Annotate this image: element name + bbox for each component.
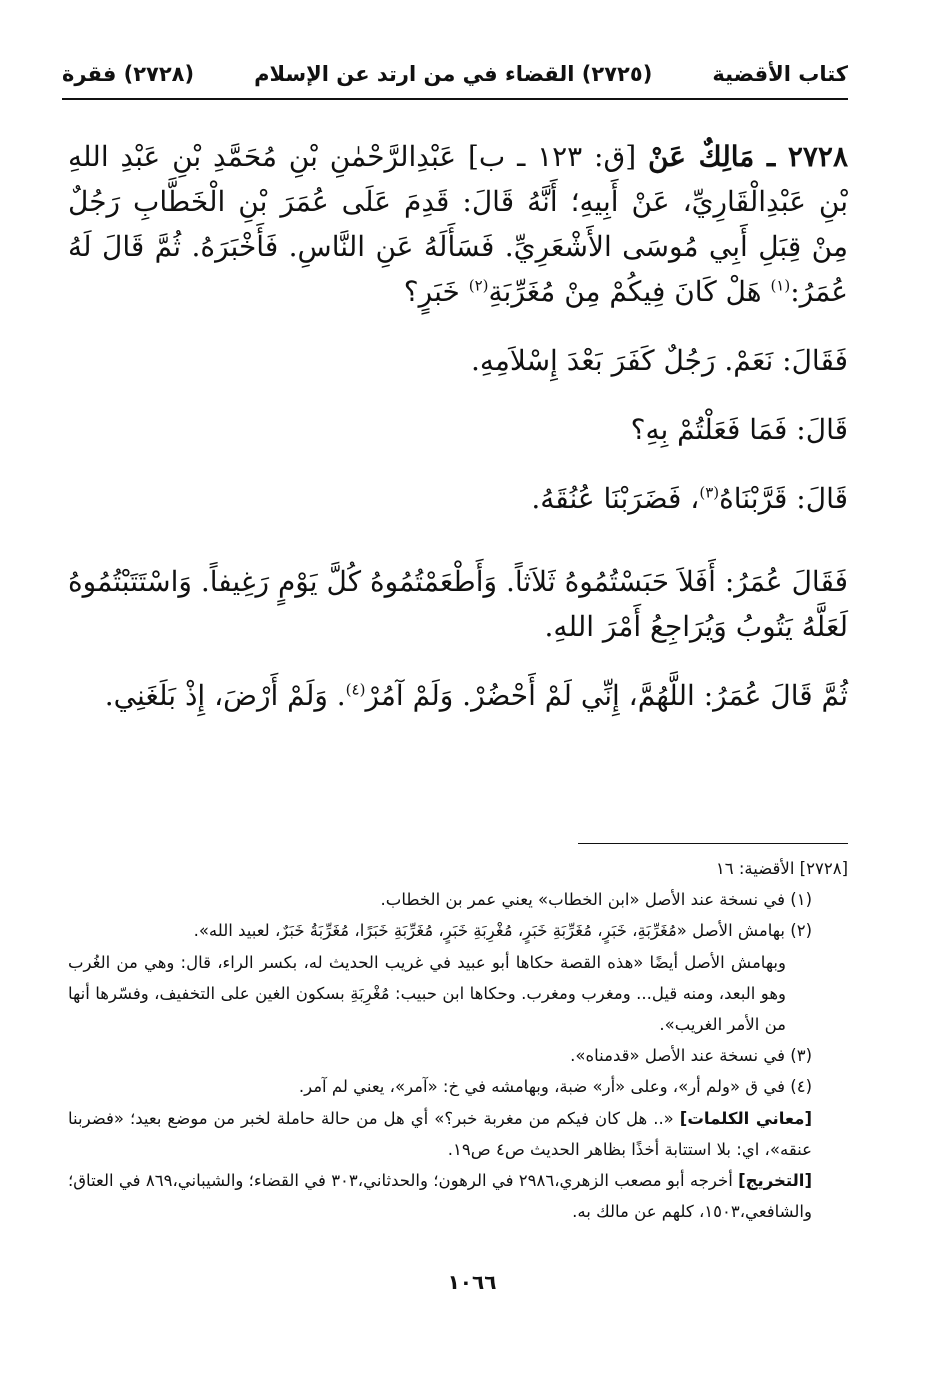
header-divider — [62, 98, 848, 100]
hadith-paragraph-1 — [68, 134, 848, 314]
hadith-paragraph-5: فَقَالَ عُمَرُ: أَفَلاَ حَبَسْتُمُوهُ ثَلاَثاً. وَأَطْعَمْتُمُوهُ كُلَّ يَوْمٍ رَغِيفاً. وَاسْتَتَبْتُمُوهُ لَعَلَّهُ يَتُوبُ وَيُرَاجِعُ أَمْرَ اللهِ. — [68, 565, 848, 643]
footnote-marker-4: (٤) — [345, 680, 366, 699]
footnote-marker-2: (٢) — [468, 276, 489, 295]
closing-text-end: . وَلَمْ أَرْضَ، إِذْ بَلَغَنِي. — [104, 679, 346, 712]
footnote-marker-1: (١) — [770, 276, 791, 295]
page-number: ١٠٦٦ — [447, 1270, 497, 1294]
closing-text: ثُمَّ قَالَ عُمَرُ: اللَّهُمَّ، إِنِّي لَمْ أَحْضُرْ. وَلَمْ آمُرْ — [365, 679, 848, 712]
footnotes — [68, 853, 848, 1227]
word-meanings-label: [معاني الكلمات] — [679, 1108, 812, 1128]
hadith-paragraph-4 — [68, 476, 848, 521]
footnote-3: (٣) في نسخة عند الأصل «قدمناه». — [570, 1046, 812, 1066]
footnote-marker-3: (٣) — [699, 483, 720, 502]
footnote-2: (٢) بهامش الأصل «مُغَرِّبَةِ، خَبَرٍ، مُغَرِّبَةِ خَبَرٍ، مُغْرِبَةِ خَبَرٍ، مُغَرِّبَةِ خَبَرًا، مُغَرِّبَةُ خَبَرٌ، لعبيد الله». — [193, 921, 812, 941]
answer-text-end: ، فَضَرَبْنَا عُنُقَهُ. — [531, 482, 700, 515]
hadith-number: ٢٧٢٨ ـ مَالِكٌ عَنْ — [647, 140, 848, 173]
answer-text: قَالَ: قَرَّبْنَاهُ — [719, 482, 848, 515]
hadith-paragraph-3: قَالَ: فَمَا فَعَلْتُمْ بِهِ؟ — [630, 413, 848, 446]
word-meanings-text: «.. هل كان فيكم من مغربة خبر؟» أي هل من حالة حاملة لخبر من موضع بعيد؛ «فضربنا عنقه»، اي: بلا استتابة أخذًا بظاهر الحديث ص٤ ص١٩. — [68, 1108, 812, 1159]
question-text: هَلْ كَانَ فِيكُمْ مِنْ مُغَرِّبَةِ — [488, 275, 762, 308]
spacer — [68, 383, 848, 407]
source-reference: [٢٧٢٨] الأقضية: ١٦ — [715, 859, 848, 878]
footnote-divider — [578, 843, 848, 844]
isnad-text: عَبْدِالرَّحْمٰنِ بْنِ مُحَمَّدِ بْنِ عَبْدِ اللهِ بْنِ عَبْدِالْقَارِيِّ، عَنْ أَبِيهِ؛ أَنَّهُ قَالَ: قَدِمَ عَلَى عُمَرَ بْنِ الْخَطَّابِ رَجُلٌ مِنْ قِبَلِ أَبِي مُوسَى الأَشْعَرِيِّ. فَسَأَلَهُ عَنِ النَّاسِ. فَأَخْبَرَهُ. ثُمَّ قَالَ لَهُ عُمَرُ: — [68, 140, 848, 308]
takhrij-text: أخرجه أبو مصعب الزهري،٢٩٨٦ في الرهون؛ والحدثاني،٣٠٣ في القضاء؛ والشيباني،٨٦٩ في العتاق؛ والشافعي،١٥٠٣، كلهم عن مالك به. — [68, 1171, 812, 1222]
spacer — [68, 649, 848, 673]
word-meanings — [68, 1103, 848, 1165]
takhrij-label: [التخريج] — [738, 1171, 812, 1191]
question-end: خَبَرٍ؟ — [403, 275, 460, 308]
hadith-paragraph-2: فَقَالَ: نَعَمْ. رَجُلٌ كَفَرَ بَعْدَ إِسْلاَمِهِ. — [470, 344, 848, 377]
footnote-4: (٤) في ق «ولم أر»، وعلى «أر» ضبة، وبهامشه في خ: «آمر»، يعني لم آمر. — [298, 1077, 812, 1097]
spacer — [68, 314, 848, 338]
manuscript-reference: [ق: ١٢٣ ـ ب] — [467, 140, 637, 173]
footnote-2-continuation: وبهامش الأصل أيضًا «هذه القصة حكاها أبو عبيد في غريب الحديث له، بكسر الراء، قال: وهي من الغُرب وهو البعد، ومنه قيل... ومغرب ومغرب. وحكاها ابن حبيب: مُغْرِبَةِ بسكون الغين على التخفيف، وفسّرها أنها من الأمر الغريب». — [68, 952, 786, 1035]
spacer — [68, 521, 848, 559]
header-book-title: كتاب الأقضية — [712, 62, 848, 86]
hadith-paragraph-6 — [68, 673, 848, 718]
running-header — [62, 58, 848, 90]
hadith-text — [68, 134, 848, 718]
spacer — [68, 452, 848, 476]
header-paragraph-number: (٢٧٢٨) فقرة — [62, 62, 195, 86]
footnote-1: (١) في نسخة عند الأصل «ابن الخطاب» يعني عمر بن الخطاب. — [380, 890, 812, 910]
takhrij — [68, 1165, 848, 1227]
header-chapter-title: (٢٧٢٥) القضاء في من ارتد عن الإسلام — [254, 62, 653, 86]
